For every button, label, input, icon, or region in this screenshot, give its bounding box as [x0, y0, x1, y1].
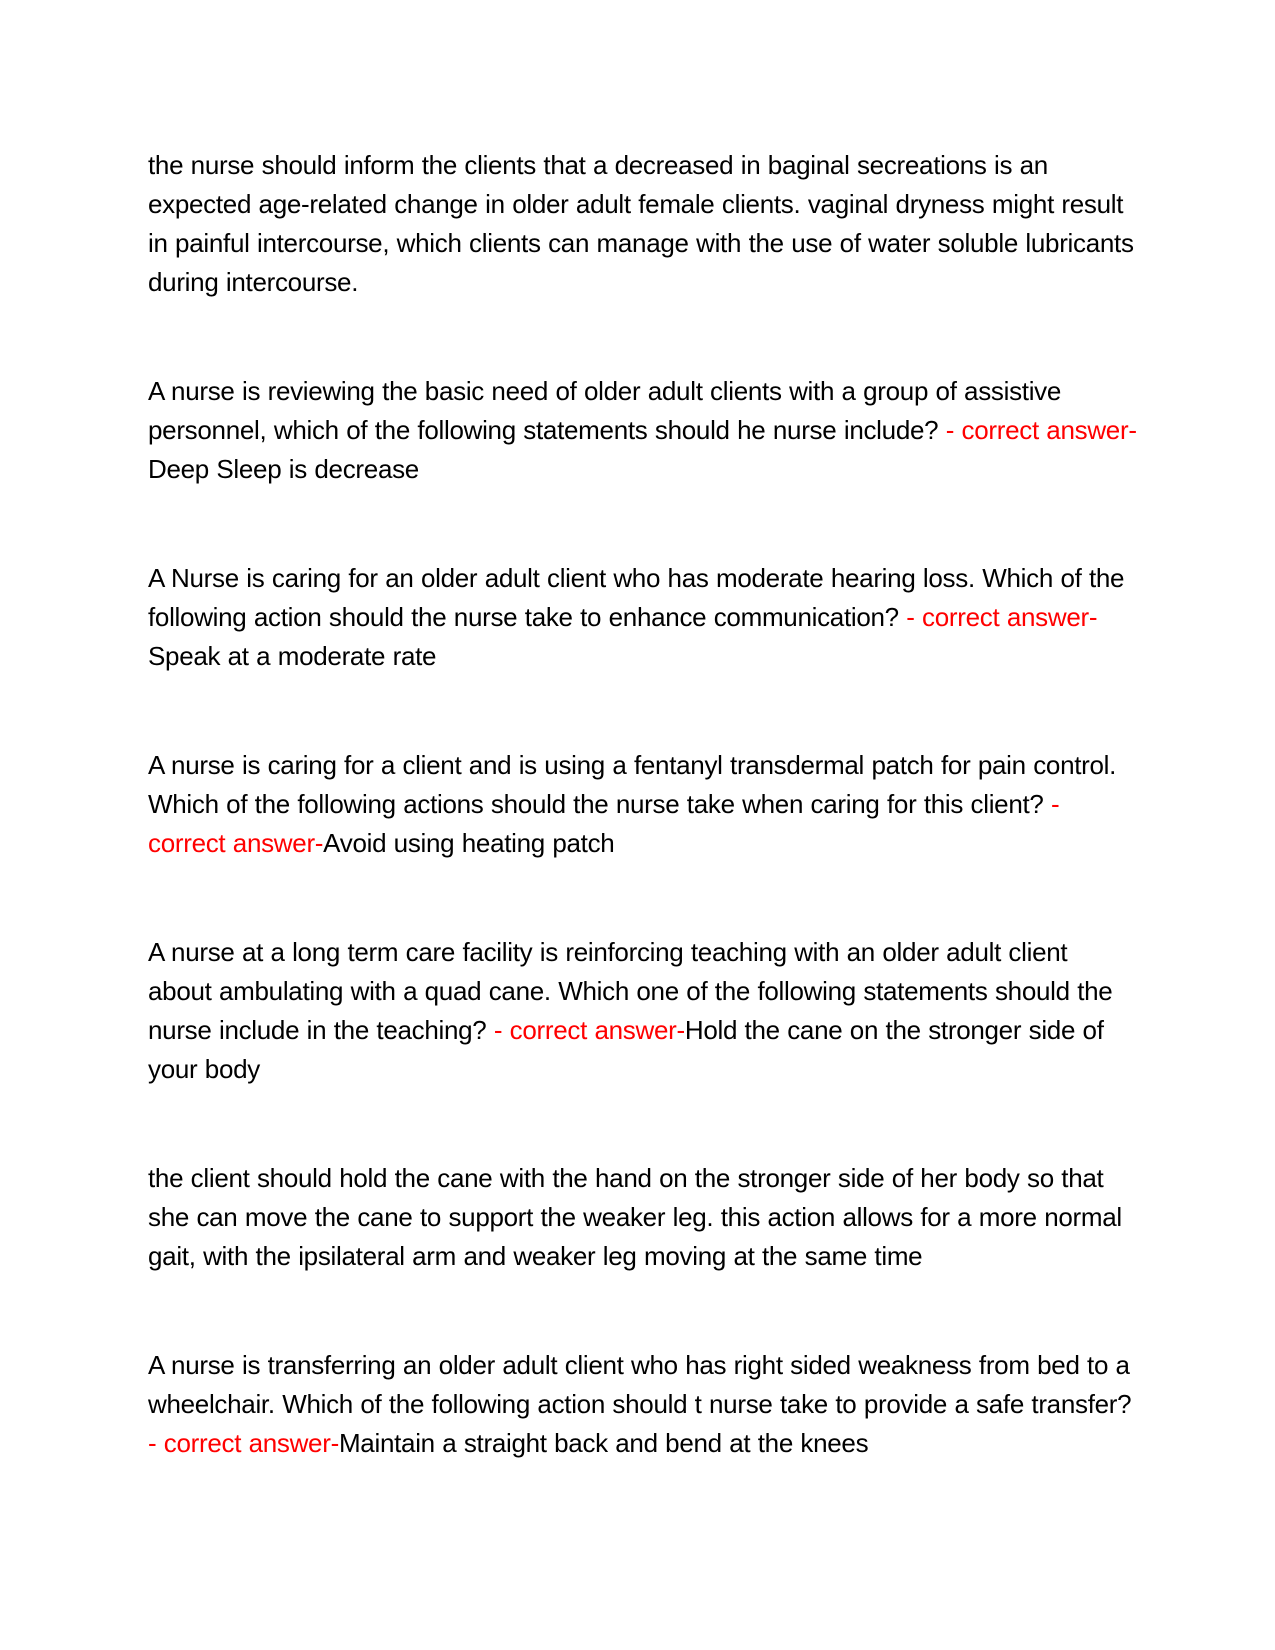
correct-answer-marker: - correct answer- [148, 1428, 339, 1458]
qa-paragraph [148, 1159, 1138, 1276]
explanation-text: the client should hold the cane with the hand on the stronger side of her body so that she can move the cane to support the weaker leg. this action allows for a more normal gait, with the ipsilateral arm and weaker leg moving at the same time [148, 1163, 1122, 1271]
answer-text: Avoid using heating patch [323, 828, 615, 858]
question-text: A nurse at a long term care facility is reinforcing teaching with an older adult client about ambulating with a quad cane. Which one of the following statements should the nurse include in the teaching? [148, 937, 1113, 1045]
answer-text: Speak at a moderate rate [148, 641, 437, 671]
answer-text: Hold the cane on the stronger side of your body [148, 1015, 1104, 1084]
qa-paragraph [148, 146, 1138, 302]
correct-answer-marker: - correct answer- [148, 789, 1060, 858]
question-text: A nurse is reviewing the basic need of older adult clients with a group of assistive personnel, which of the following statements should he nurse include? [148, 376, 1062, 445]
qa-paragraph [148, 933, 1138, 1089]
qa-paragraph [148, 559, 1138, 676]
answer-text: Maintain a straight back and bend at the knees [338, 1428, 869, 1458]
question-text: A nurse is caring for a client and is using a fentanyl transdermal patch for pain control. Which of the following actions should the nurse take when caring for this client? [148, 750, 1117, 819]
qa-paragraph [148, 746, 1138, 863]
explanation-text: the nurse should inform the clients that a decreased in baginal secreations is an expected age-related change in older adult female clients. vaginal dryness might result in painful intercourse, which clients can manage with the use of water soluble lubricants during intercourse. [148, 150, 1134, 297]
answer-text: Deep Sleep is decrease [148, 454, 419, 484]
document-body [148, 146, 1138, 1533]
qa-paragraph [148, 372, 1138, 489]
qa-paragraph [148, 1346, 1138, 1463]
correct-answer-marker: - correct answer- [945, 415, 1137, 445]
question-text: A Nurse is caring for an older adult client who has moderate hearing loss. Which of the following action should the nurse take to enhance communication? [148, 563, 1125, 632]
correct-answer-marker: - correct answer- [906, 602, 1098, 632]
correct-answer-marker: - correct answer- [493, 1015, 685, 1045]
question-text: A nurse is transferring an older adult client who has right sided weakness from bed to a wheelchair. Which of the following action should t nurse take to provide a safe transfer? [148, 1350, 1132, 1419]
